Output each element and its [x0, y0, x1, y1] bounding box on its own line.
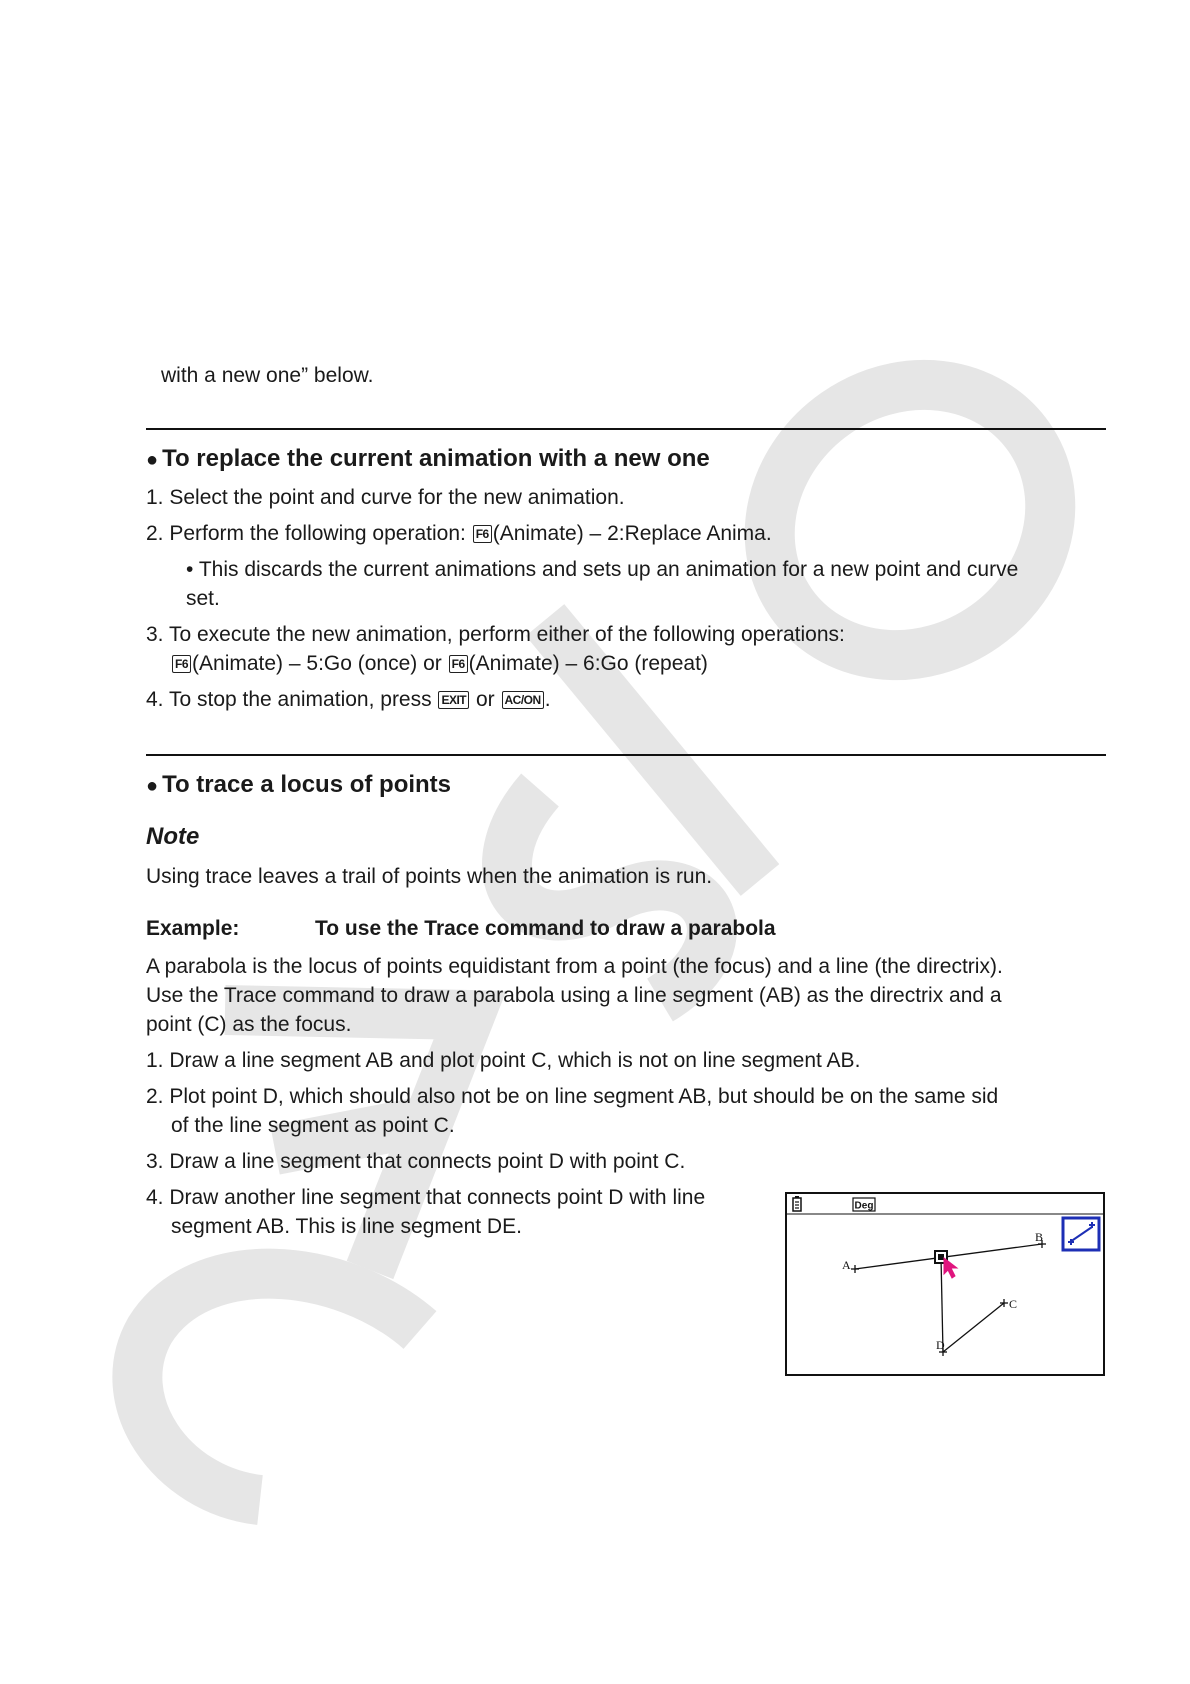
section1-heading: ● To replace the current animation with a new one — [146, 445, 710, 472]
s2-step4: 4. Draw another line segment that connects point D with line — [146, 1186, 706, 1209]
cursor-icon — [944, 1258, 957, 1278]
exit-key-icon: EXIT — [438, 691, 469, 709]
f6-key-icon: F6 — [172, 655, 191, 673]
s1-step1: 1. Select the point and curve for the new animation. — [146, 486, 625, 509]
bullet-icon: ● — [146, 775, 159, 797]
note-label: Note — [146, 823, 200, 850]
bullet-icon: ● — [146, 449, 159, 471]
s2-step4-cont: segment AB. This is line segment DE. — [171, 1215, 522, 1238]
example-title: To use the Trace command to draw a parabola — [315, 917, 776, 940]
s1-step4: 4. To stop the animation, press EXIT or AC/ON . — [146, 688, 551, 711]
example-label: Example: — [146, 917, 240, 940]
s1-bullet-cont: set. — [186, 587, 220, 610]
s2-step3: 3. Draw a line segment that connects point D with point C. — [146, 1150, 686, 1173]
para-line1: A parabola is the locus of points equidistant from a point (the focus) and a line (the directrix). — [146, 955, 1003, 978]
note-text: Using trace leaves a trail of points when the animation is run. — [146, 865, 713, 888]
point-d-label: D — [936, 1338, 945, 1352]
s1-step3-ops: F6 (Animate) – 5:Go (once) or F6 (Animate) – 6:Go (repeat) — [171, 650, 708, 678]
geometry-figure — [787, 1194, 1103, 1374]
intro-line: with a new one” below. — [161, 364, 374, 387]
section2-heading: ● To trace a locus of points — [146, 771, 452, 798]
s2-step2-cont: of the line segment as point C. — [171, 1114, 455, 1137]
line-segment-tool-icon — [1063, 1218, 1099, 1250]
section-divider — [146, 754, 1106, 756]
section-divider — [146, 428, 1106, 430]
f6-key-icon: F6 — [473, 525, 492, 543]
s2-step2: 2. Plot point D, which should also not be on line segment AB, but should be on the same sid — [146, 1085, 999, 1108]
s1-step3: 3. To execute the new animation, perform either of the following operations: — [146, 623, 845, 646]
calculator-screen — [785, 1192, 1105, 1376]
para-line3: point (C) as the focus. — [146, 1013, 352, 1036]
s1-bullet: • This discards the current animations and sets up an animation for a new point and curve — [186, 558, 1019, 581]
point-a-label: A — [842, 1258, 851, 1272]
para-line2: Use the Trace command to draw a parabola using a line segment (AB) as the directrix and a — [146, 984, 1002, 1007]
acon-key-icon: AC/ON — [502, 691, 544, 709]
point-b-label: B — [1035, 1230, 1044, 1244]
s1-step2: 2. Perform the following operation: F6 (Animate) – 2:Replace Anima. — [146, 522, 772, 545]
s2-step1: 1. Draw a line segment AB and plot point C, which is not on line segment AB. — [146, 1049, 861, 1072]
battery-icon — [793, 1196, 801, 1211]
point-c-label: C — [1009, 1297, 1018, 1311]
segment-dc — [943, 1303, 1004, 1352]
status-mode: Deg — [854, 1200, 874, 1212]
f6-key-icon: F6 — [449, 655, 468, 673]
